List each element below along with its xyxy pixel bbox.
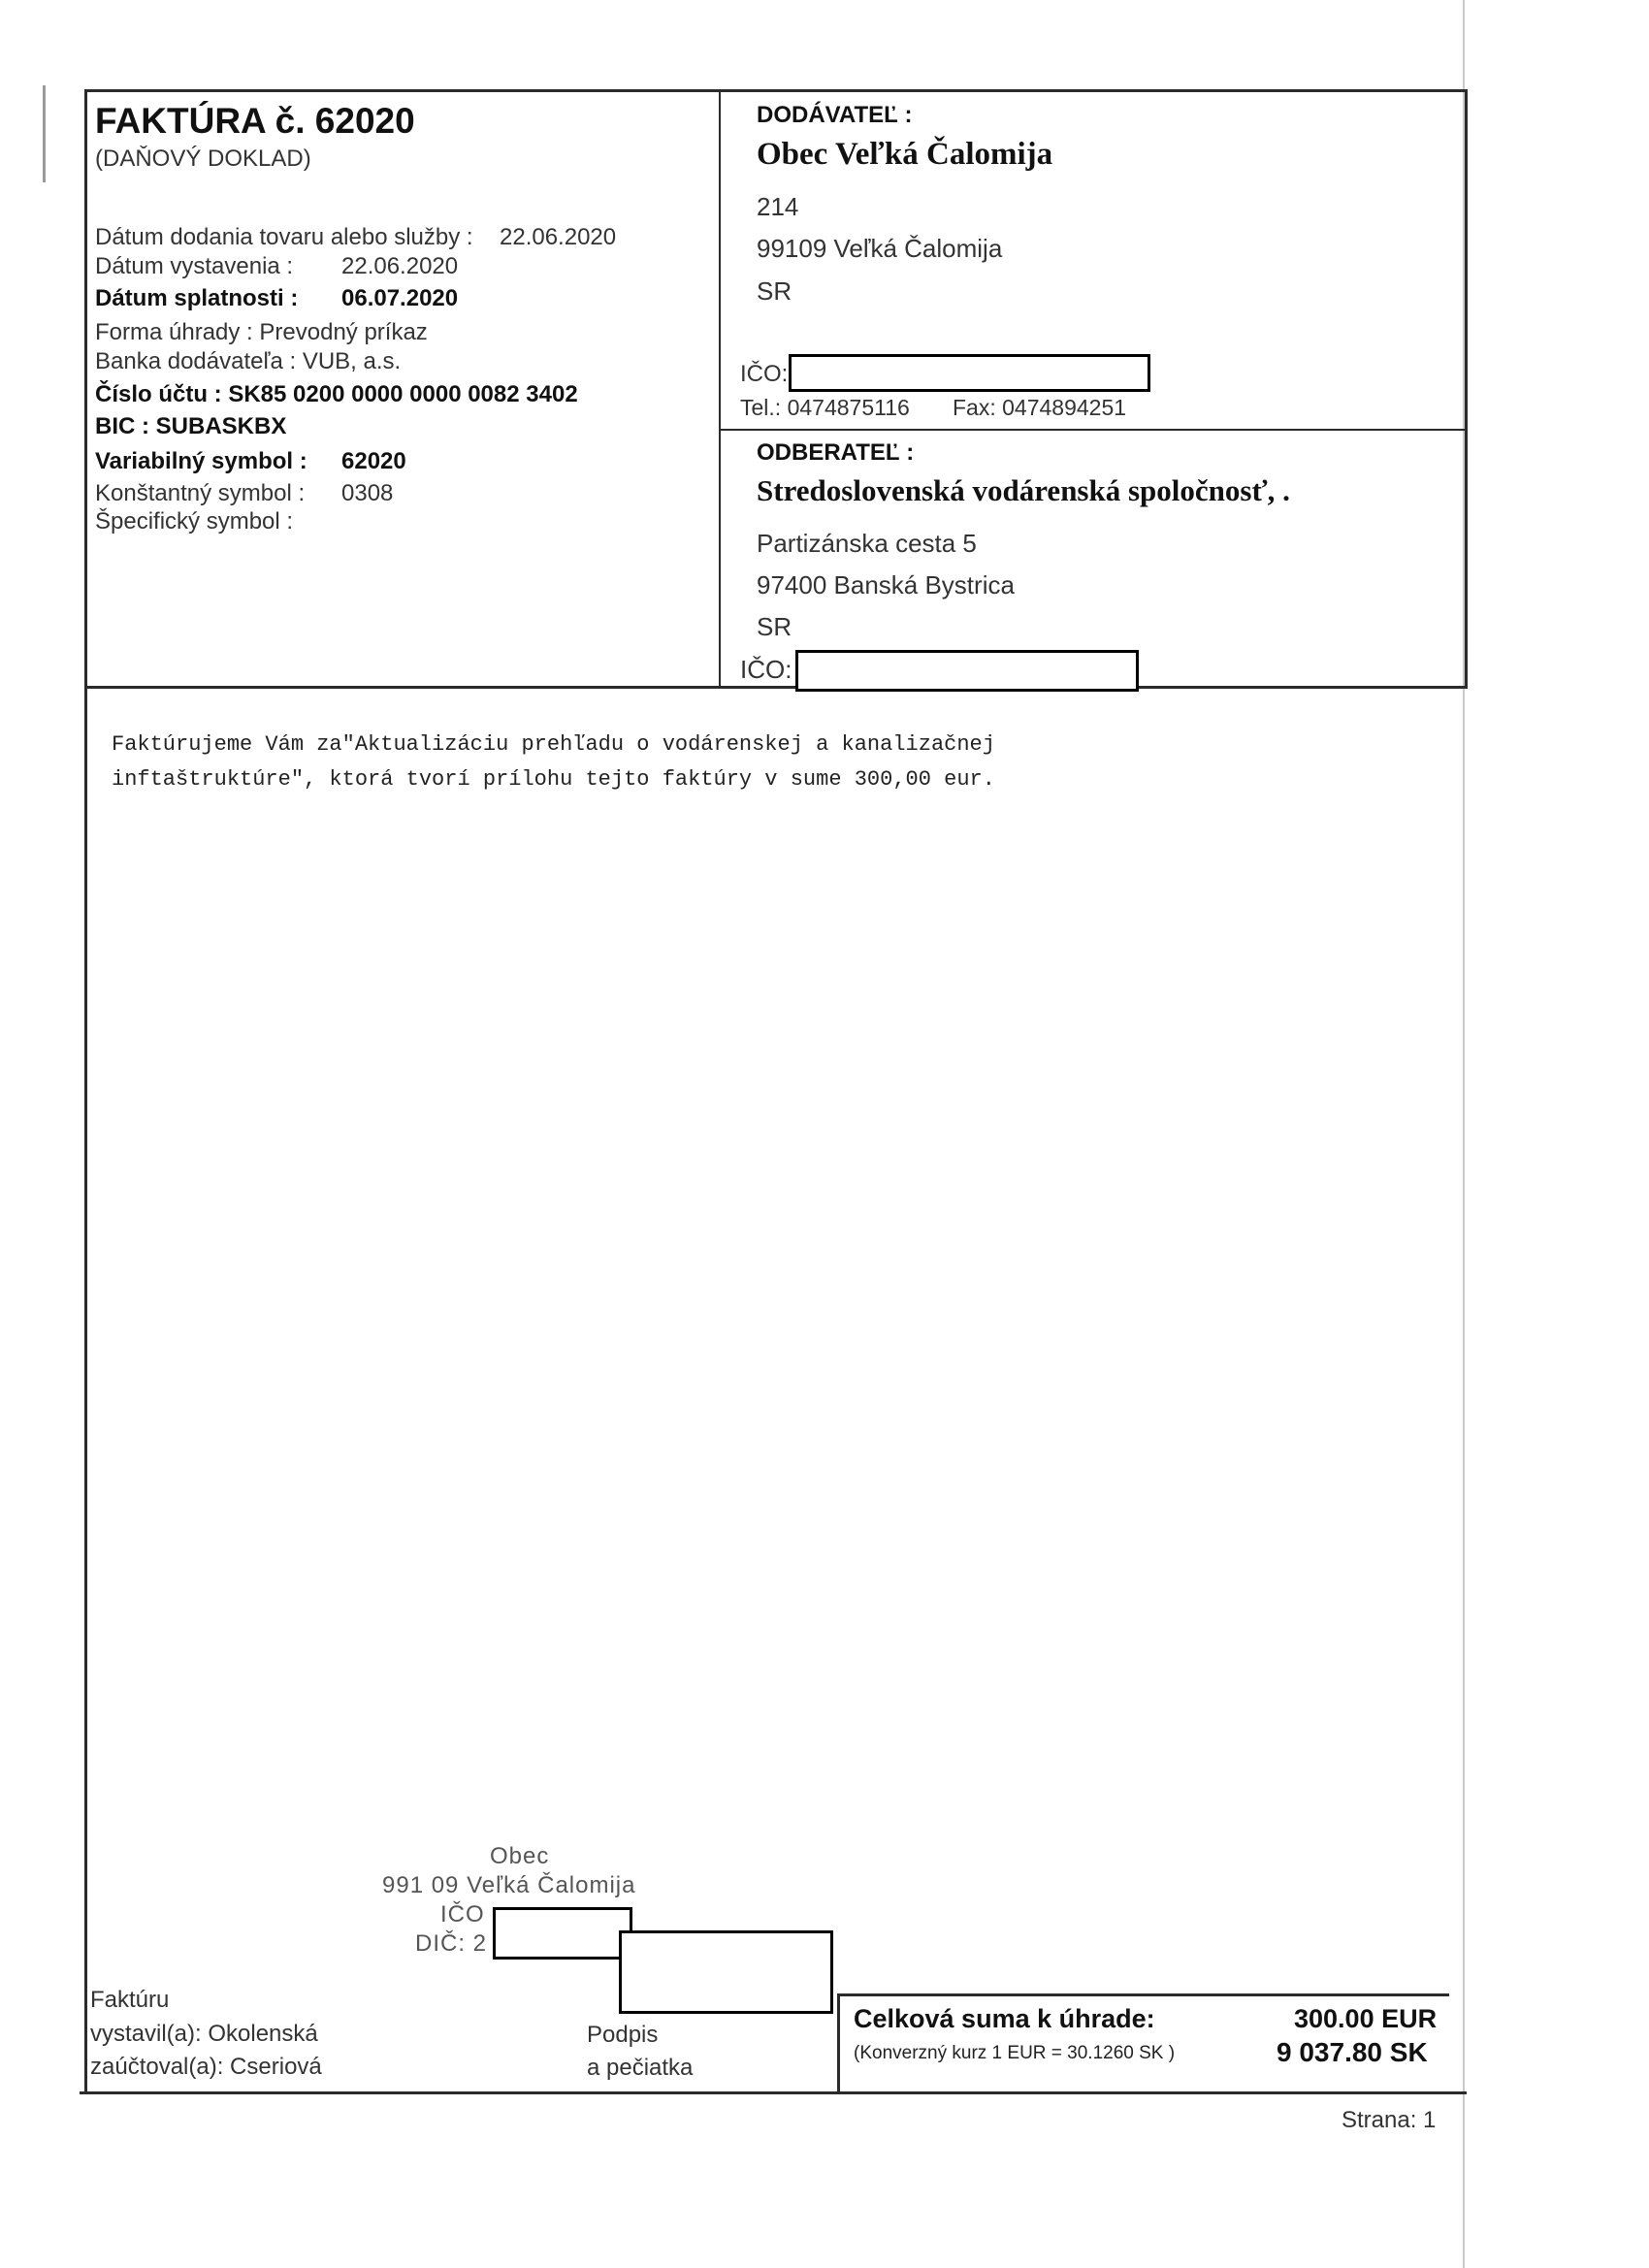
stamp-line-4: DIČ: 2 [415, 1930, 488, 1957]
frame-left [84, 89, 87, 2093]
total-label: Celková suma k úhrade: [854, 2004, 1155, 2033]
invoice-title: FAKTÚRA č. 62020 [95, 101, 415, 141]
constant-symbol-label: Konštantný symbol : [95, 480, 306, 506]
issue-date-value: 22.06.2020 [341, 253, 459, 279]
customer-ico-redaction [795, 650, 1139, 692]
supplier-ico-label: IČO: [740, 361, 789, 387]
booked-by: zaúčtoval(a): Cseriová [90, 2054, 322, 2080]
supplier-bank: Banka dodávateľa : VUB, a.s. [95, 348, 402, 374]
header-bottom-line [84, 686, 1468, 689]
page-number: Strana: 1 [1342, 2107, 1437, 2133]
conversion-rate: (Konverzný kurz 1 EUR = 30.1260 SK ) [854, 2043, 1176, 2063]
stamp-line-2: 991 09 Veľká Čalomija [382, 1872, 636, 1898]
variable-symbol-value: 62020 [341, 448, 406, 474]
supplier-city: 99109 Veľká Čalomija [757, 234, 1003, 263]
invoice-subtitle: (DAŇOVÝ DOKLAD) [95, 146, 311, 172]
supplier-name: Obec Veľká Čalomija [757, 137, 1053, 172]
signature-label-line-2: a pečiatka [587, 2055, 694, 2081]
header-vertical-divider [719, 89, 721, 688]
body-text-line-1: Faktúrujeme Vám za"Aktualizáciu prehľadu o vodárenskej a kanalizačnej [112, 732, 995, 757]
account-number: Číslo účtu : SK85 0200 0000 0000 0082 3402 [95, 381, 578, 407]
specific-symbol-label: Špecifický symbol : [95, 508, 294, 535]
supplier-fax: Fax: 0474894251 [953, 395, 1127, 420]
customer-street: Partizánska cesta 5 [757, 529, 977, 558]
stamp-ico-redaction [493, 1907, 632, 1960]
supplier-ico-redaction [789, 354, 1150, 392]
delivery-date-label: Dátum dodania tovaru alebo služby : [95, 224, 473, 250]
total-eur: 300.00 EUR [1294, 2004, 1438, 2033]
variable-symbol-label: Variabilný symbol : [95, 448, 307, 474]
supplier-country: SR [757, 276, 792, 306]
signature-redaction [619, 1930, 833, 2014]
customer-heading: ODBERATEĽ : [757, 439, 915, 466]
total-sk: 9 037.80 SK [1277, 2037, 1428, 2067]
issued-by: vystavil(a): Okolenská [90, 2021, 318, 2047]
due-date-value: 06.07.2020 [341, 285, 459, 311]
stamp-line-3: IČO [440, 1901, 485, 1928]
frame-right [1465, 89, 1468, 688]
delivery-date-value: 22.06.2020 [500, 224, 617, 250]
customer-ico-label: IČO: [740, 655, 792, 684]
due-date-label: Dátum splatnosti : [95, 285, 299, 311]
customer-city: 97400 Banská Bystrica [757, 570, 1015, 599]
supplier-phone: Tel.: 0474875116 [740, 395, 910, 420]
signature-label-line-1: Podpis [587, 2022, 659, 2048]
issued-label: Faktúru [90, 1987, 170, 2013]
customer-name: Stredoslovenská vodárenská spoločnosť, . [757, 473, 1290, 507]
body-text-line-2: inftaštruktúre", ktorá tvorí prílohu tejto faktúry v sume 300,00 eur. [112, 767, 995, 792]
frame-top [84, 89, 1468, 92]
constant-symbol-value: 0308 [341, 480, 394, 506]
supplier-street: 214 [757, 192, 799, 221]
customer-country: SR [757, 612, 792, 641]
supplier-heading: DODÁVATEĽ : [757, 102, 913, 128]
payment-form: Forma úhrady : Prevodný príkaz [95, 319, 428, 345]
scan-mark-left [43, 85, 46, 182]
issue-date-label: Dátum vystavenia : [95, 253, 294, 279]
stamp-line-1: Obec [490, 1843, 550, 1869]
supplier-customer-divider [719, 429, 1468, 431]
bic-code: BIC : SUBASKBX [95, 413, 287, 439]
